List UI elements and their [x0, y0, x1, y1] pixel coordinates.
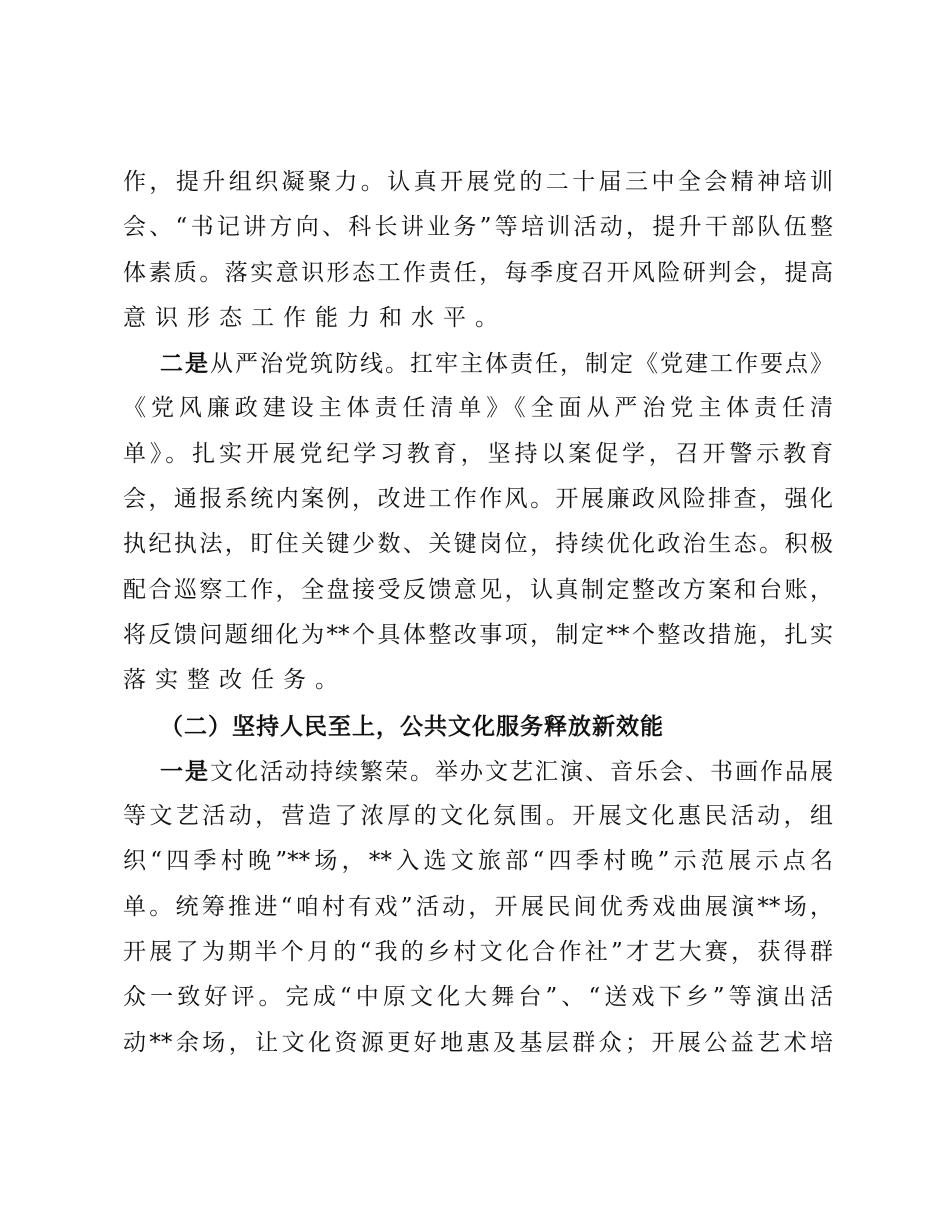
text-line: 执纪执法，盯住关键少数、关键岗位，持续优化政治生态。积极 [123, 531, 833, 558]
paragraph-3 [123, 749, 833, 1066]
paragraph-lead: 一是 [160, 757, 210, 785]
paragraph-2 [123, 341, 833, 703]
text-line: 配合巡察工作，全盘接受反馈意见，认真制定整改方案和台账， [123, 576, 833, 603]
text-line: 《党风廉政建设主体责任清单》《全面从严治党主体责任清 [123, 395, 833, 422]
text-line: 开展了为期半个月的“我的乡村文化合作社”才艺大赛，获得群 [123, 939, 833, 966]
document-body [123, 160, 833, 1066]
text-line: 会、“书记讲方向、科长讲业务”等培训活动，提升干部队伍整 [123, 214, 833, 241]
text-line: 单。统筹推进“咱村有戏”活动，开展民间优秀戏曲展演**场， [123, 893, 833, 920]
paragraph-1 [123, 160, 833, 341]
paragraph-lead: 二是 [160, 350, 210, 378]
text-line: 作，提升组织凝聚力。认真开展党的二十届三中全会精神培训 [123, 169, 833, 195]
text-line: 织“四季村晚”**场，**入选文旅部“四季村晚”示范展示点名 [123, 848, 833, 875]
text-line [123, 749, 833, 794]
text-line: 动**余场，让文化资源更好地惠及基层群众；开展公益艺术培 [123, 1029, 833, 1056]
text-span: 文化活动持续繁荣。举办文艺汇演、音乐会、书画作品展 [210, 758, 833, 785]
text-line: 等文艺活动，营造了浓厚的文化氛围。开展文化惠民活动，组 [123, 803, 833, 830]
text-line: 落实整改任务。 [123, 667, 347, 694]
text-line: 会，通报系统内案例，改进工作作风。开展廉政风险排查，强化 [123, 486, 833, 513]
text-line: 意识形态工作能力和水平。 [123, 304, 507, 331]
text-span: 从严治党筑防线。扛牢主体责任，制定《党建工作要点》 [210, 351, 833, 378]
section-heading: （二）坚持人民至上，公共文化服务释放新效能 [160, 712, 664, 740]
text-line: 将反馈问题细化为**个具体整改事项，制定**个整改措施，扎实 [123, 621, 833, 648]
text-line: 众一致好评。完成“中原文化大舞台”、“送戏下乡”等演出活 [123, 984, 833, 1011]
text-line [123, 341, 833, 386]
text-line: 体素质。落实意识形态工作责任，每季度召开风险研判会，提高 [123, 259, 833, 286]
text-line: 单》。扎实开展党纪学习教育，坚持以案促学，召开警示教育 [123, 440, 833, 467]
